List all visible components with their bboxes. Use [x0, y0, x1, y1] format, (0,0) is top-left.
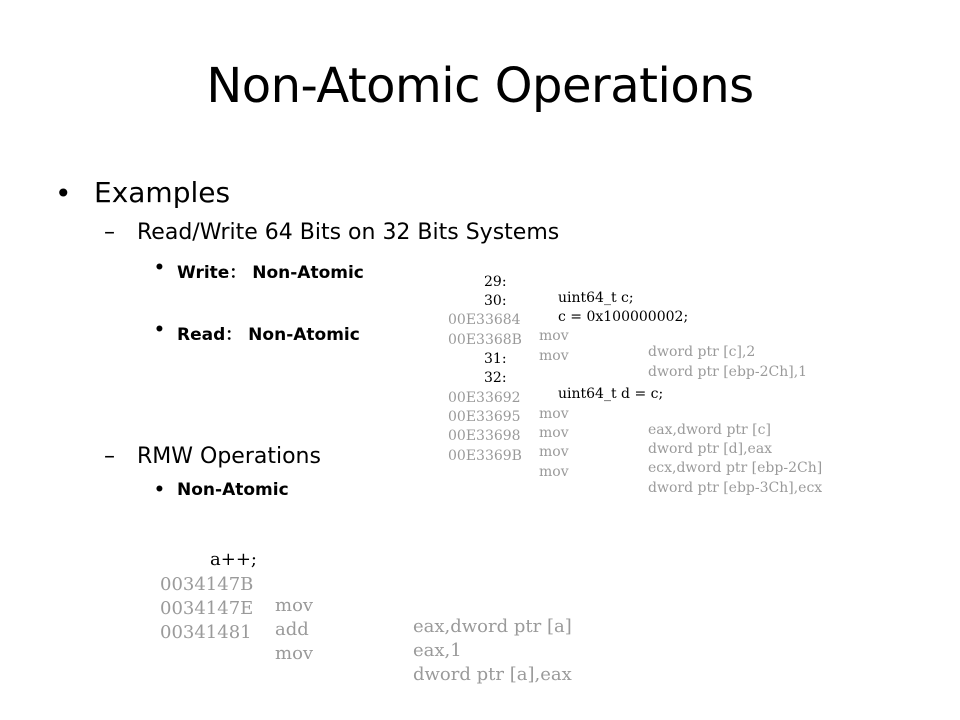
code-line: 32: uint64_t d = c;: [484, 370, 664, 402]
bullet-read: Read： Non-Atomic: [177, 325, 360, 345]
bullet-non-atomic: Non-Atomic: [177, 480, 289, 500]
code-line: 0034147E add eax,1: [160, 598, 462, 661]
bullet-dot: •: [154, 320, 165, 340]
bullet-write: Write： Non-Atomic: [177, 263, 364, 283]
bullet-dash: –: [104, 444, 115, 469]
bullet-dot: •: [55, 177, 72, 210]
code-line: 30: c = 0x100000002;: [484, 293, 689, 325]
disassembly-rmw: [160, 528, 620, 685]
bullet-dot: •: [154, 258, 165, 278]
disassembly-64bit: [448, 258, 868, 496]
bullet-examples: Examples: [94, 176, 231, 209]
bullet-rmw: RMW Operations: [137, 444, 321, 469]
code-line: a++;: [210, 549, 257, 570]
code-line: 00E33684 mov dword ptr [c],2: [448, 312, 756, 360]
code-line: 00E3369B mov dword ptr [ebp-3Ch],ecx: [448, 448, 823, 496]
code-line: 00341481 mov dword ptr [a],eax: [160, 622, 572, 685]
bullet-rw64: Read/Write 64 Bits on 32 Bits Systems: [137, 220, 560, 245]
code-line: 00E3368B mov dword ptr [ebp-2Ch],1: [448, 332, 808, 380]
slide-title: Non-Atomic Operations: [206, 58, 754, 114]
code-line: 31:: [484, 351, 507, 367]
code-line: 29: uint64_t c;: [484, 274, 634, 306]
code-line: 00E33695 mov dword ptr [d],eax: [448, 409, 773, 457]
code-line: 0034147B mov eax,dword ptr [a]: [160, 574, 572, 637]
code-line: 00E33692 mov eax,dword ptr [c]: [448, 390, 771, 438]
bullet-dot: •: [154, 480, 165, 500]
bullet-dash: –: [104, 220, 115, 245]
code-line: 00E33698 mov ecx,dword ptr [ebp-2Ch]: [448, 428, 823, 476]
